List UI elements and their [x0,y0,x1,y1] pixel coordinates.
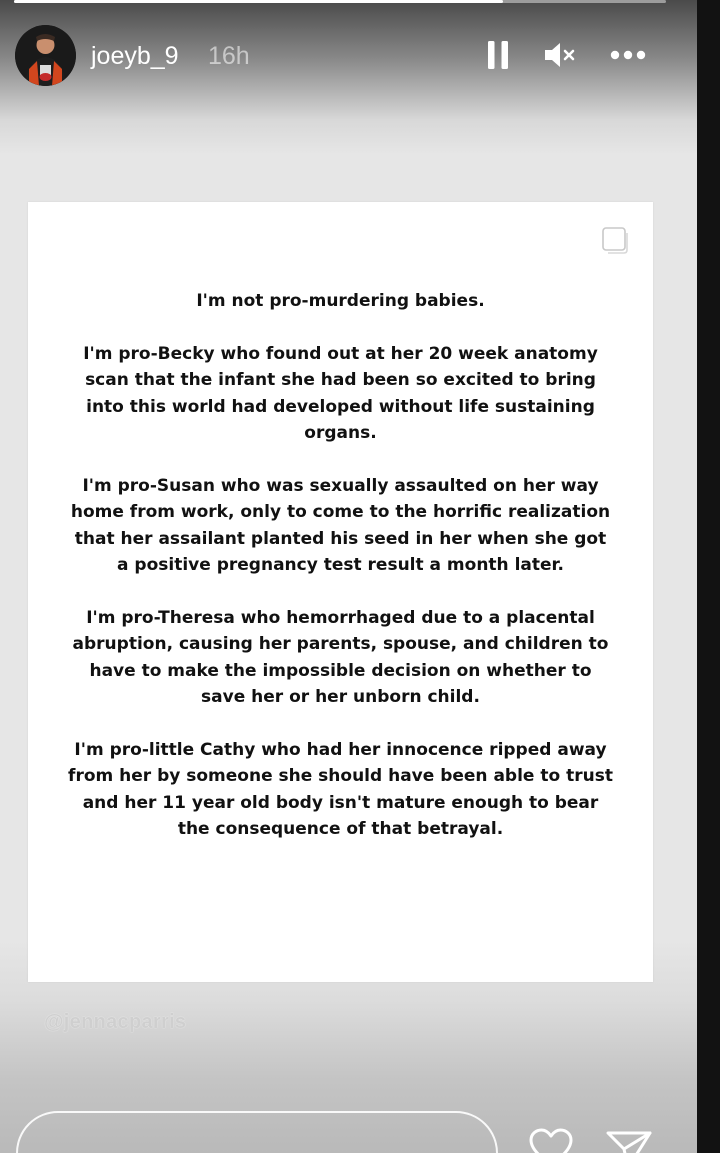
post-text [68,288,613,842]
heart-icon[interactable] [528,1128,574,1153]
send-icon[interactable] [606,1130,652,1153]
source-watermark: @jennacparris [44,1011,187,1033]
avatar-image [15,25,76,86]
more-options-icon[interactable] [608,38,648,72]
paragraph-5: I'm pro-little Cathy who had her innocence ripped away from her by someone she should have been able to trust and her 11 year old body isn't mature enough to bear the consequence of that betrayal. [68,739,613,840]
pause-icon[interactable] [484,38,512,72]
screen-edge [697,0,720,1153]
reply-input[interactable] [16,1111,498,1153]
profile-avatar[interactable] [15,25,76,86]
square-outline-icon [600,225,630,255]
mute-icon[interactable] [542,38,578,72]
paragraph-4: I'm pro-Theresa who hemorrhaged due to a placental abruption, causing her parents, spouse, and children to have to make the impossible decision on whether to save her or her unborn child. [72,607,609,708]
paragraph-3: I'm pro-Susan who was sexually assaulted on her way home from work, only to come to the horrific realization that her assailant planted his seed in her when she got a positive pregnancy test result a month later. [70,475,611,576]
story-progress-track [14,0,666,3]
paragraph-2: I'm pro-Becky who found out at her 20 week anatomy scan that the infant she had been so excited to bring into this world had developed without life sustaining organs. [83,343,598,444]
paragraph-1: I'm not pro-murdering babies. [196,291,485,311]
timestamp: 16h [208,42,250,70]
story-progress-fill [14,0,503,3]
story-post-card [28,202,653,982]
username[interactable]: joeyb_9 [91,42,179,70]
